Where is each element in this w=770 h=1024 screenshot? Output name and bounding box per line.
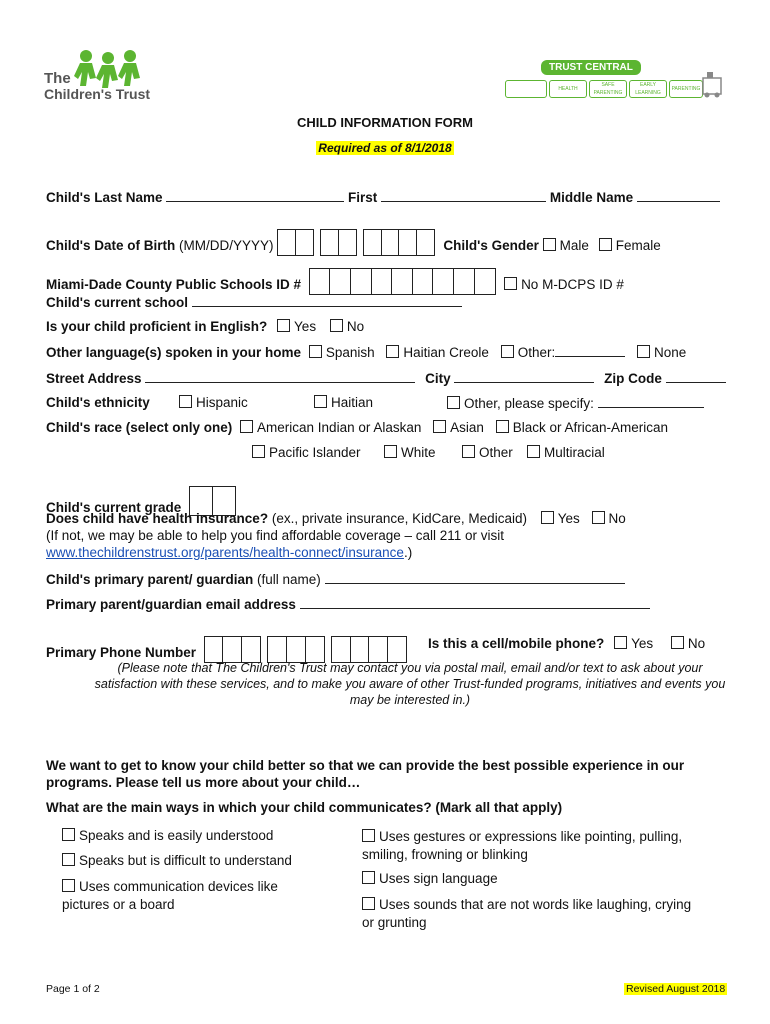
name-row bbox=[46, 189, 720, 205]
insurance-no-label: No bbox=[608, 511, 626, 526]
guardian-hint: (full name) bbox=[257, 572, 321, 587]
eth-hispanic-option bbox=[179, 395, 248, 410]
zip-label: Zip Code bbox=[604, 371, 662, 386]
cell-row bbox=[428, 636, 705, 651]
train-title: TRUST CENTRAL bbox=[541, 60, 641, 75]
section2-intro: We want to get to know your child better so that we can provide the best possible experience in our programs. Please tell us more about your child… bbox=[46, 758, 685, 790]
comm-sign-label: Uses sign language bbox=[379, 871, 498, 886]
race-american-indian-label: American Indian or Alaskan bbox=[257, 420, 422, 435]
eth-hispanic-label: Hispanic bbox=[196, 395, 248, 410]
comm-devices-label: Uses communication devices like pictures or a board bbox=[62, 879, 278, 912]
locomotive-icon bbox=[701, 70, 725, 98]
lang-creole-checkbox[interactable] bbox=[386, 345, 399, 358]
race-asian-label: Asian bbox=[450, 420, 484, 435]
eth-other-label: Other, please specify: bbox=[464, 396, 594, 411]
street-label: Street Address bbox=[46, 371, 142, 386]
email-field[interactable] bbox=[300, 596, 650, 609]
insurance-link-tail: .) bbox=[403, 545, 413, 560]
guardian-field[interactable] bbox=[325, 571, 625, 584]
lang-spanish-checkbox[interactable] bbox=[309, 345, 322, 358]
insurance-examples: (ex., private insurance, KidCare, Medicaid) bbox=[271, 511, 527, 526]
eth-haitian-checkbox[interactable] bbox=[314, 395, 327, 408]
race-white-label: White bbox=[401, 445, 436, 460]
middle-name-label: Middle Name bbox=[549, 190, 634, 205]
cell-yes-label: Yes bbox=[631, 636, 654, 651]
english-yes-label: Yes bbox=[294, 319, 317, 334]
required-date: Required as of 8/1/2018 bbox=[318, 141, 452, 155]
insurance-yes-label: Yes bbox=[557, 511, 580, 526]
trust-central-train-logo bbox=[503, 58, 725, 104]
school-field[interactable] bbox=[192, 294, 462, 307]
gender-female-label: Female bbox=[615, 238, 661, 253]
dob-label: Child's Date of Birth bbox=[46, 238, 176, 253]
email-label: Primary parent/guardian email address bbox=[46, 597, 296, 612]
gender-label: Child's Gender bbox=[443, 238, 539, 253]
race-pacific-option bbox=[252, 445, 361, 460]
cell-label: Is this a cell/mobile phone? bbox=[428, 636, 605, 651]
comm-option-sign bbox=[362, 871, 498, 886]
required-note-wrap bbox=[0, 140, 770, 155]
comm-difficult-checkbox[interactable] bbox=[62, 853, 75, 866]
city-field[interactable] bbox=[454, 370, 594, 383]
race-other-label: Other bbox=[479, 445, 513, 460]
logo-text-the: The bbox=[44, 70, 71, 87]
comm-option-sounds bbox=[362, 896, 702, 932]
gender-female-checkbox[interactable] bbox=[599, 238, 612, 251]
race-white-option bbox=[384, 445, 436, 460]
english-label: Is your child proficient in English? bbox=[46, 319, 268, 334]
race-pacific-label: Pacific Islander bbox=[269, 445, 361, 460]
school-label: Child's current school bbox=[46, 295, 188, 310]
gender-male-checkbox[interactable] bbox=[543, 238, 556, 251]
comm-option-gestures bbox=[362, 828, 712, 864]
form-title: CHILD INFORMATION FORM bbox=[297, 115, 473, 130]
race-other-checkbox[interactable] bbox=[462, 445, 475, 458]
lang-other-label: Other: bbox=[517, 345, 556, 360]
lang-creole-label: Haitian Creole bbox=[403, 345, 489, 360]
childrens-trust-logo bbox=[44, 48, 154, 104]
last-name-label: Child's Last Name bbox=[46, 190, 163, 205]
race-other-option bbox=[462, 445, 513, 460]
language-row bbox=[46, 344, 686, 360]
train-car-3: EARLY LEARNING bbox=[629, 80, 667, 98]
dob-format: (MM/DD/YYYY) bbox=[178, 238, 274, 253]
other-language-label: Other language(s) spoken in your home bbox=[46, 345, 302, 360]
comm-devices-checkbox[interactable] bbox=[62, 879, 75, 892]
eth-hispanic-checkbox[interactable] bbox=[179, 395, 192, 408]
english-no-checkbox[interactable] bbox=[330, 319, 343, 332]
phone-label: Primary Phone Number bbox=[46, 645, 197, 660]
address-row bbox=[46, 370, 726, 386]
ethnicity-label: Child's ethnicity bbox=[46, 395, 150, 410]
mdcps-label: Miami-Dade County Public Schools ID # bbox=[46, 277, 302, 292]
race-white-checkbox[interactable] bbox=[384, 445, 397, 458]
lang-other-field[interactable] bbox=[555, 344, 625, 357]
insurance-help: (If not, we may be able to help you find affordable coverage – call 211 or visit bbox=[46, 528, 505, 543]
comm-sign-checkbox[interactable] bbox=[362, 871, 375, 884]
comm-gestures-checkbox[interactable] bbox=[362, 829, 375, 842]
school-row bbox=[46, 294, 462, 310]
contact-note: (Please note that The Children's Trust may contact you via postal mail, email and/or text to ask about your satisfaction with these services, and to make you aware of other Trust-funded programs, initiatives and events you may be interested in.) bbox=[94, 661, 726, 707]
zip-field[interactable] bbox=[666, 370, 726, 383]
city-label: City bbox=[425, 371, 451, 386]
train-car-4: PARENTING bbox=[669, 80, 703, 98]
logo-text-name: Children's Trust bbox=[44, 86, 151, 102]
race-american-indian-checkbox[interactable] bbox=[240, 420, 253, 433]
race-black-label: Black or African-American bbox=[512, 420, 668, 435]
race-multiracial-option bbox=[527, 445, 605, 460]
lang-none-label: None bbox=[653, 345, 687, 360]
eth-other-option bbox=[447, 395, 704, 411]
english-no-label: No bbox=[346, 319, 365, 334]
lang-other-checkbox[interactable] bbox=[501, 345, 514, 358]
cell-no-checkbox[interactable] bbox=[671, 636, 684, 649]
insurance-link[interactable]: www.thechildrenstrust.org/parents/health-connect/insurance bbox=[46, 545, 404, 560]
communication-question: What are the main ways in which your child communicates? (Mark all that apply) bbox=[46, 800, 563, 815]
email-row bbox=[46, 596, 650, 612]
revised-date: Revised August 2018 bbox=[626, 983, 726, 995]
train-car-2: SAFE PARENTING bbox=[589, 80, 627, 98]
train-car-engine bbox=[505, 80, 547, 98]
street-field[interactable] bbox=[145, 370, 415, 383]
insurance-no-checkbox[interactable] bbox=[592, 511, 605, 524]
dob-year-boxes[interactable] bbox=[363, 229, 433, 259]
comm-option-devices bbox=[62, 878, 312, 914]
english-yes-checkbox[interactable] bbox=[277, 319, 290, 332]
comm-easily-checkbox[interactable] bbox=[62, 828, 75, 841]
race-multiracial-label: Multiracial bbox=[544, 445, 605, 460]
middle-name-field[interactable] bbox=[637, 189, 720, 202]
comm-sounds-label: Uses sounds that are not words like laughing, crying or grunting bbox=[362, 897, 692, 930]
page-number: Page 1 of 2 bbox=[46, 983, 100, 995]
dob-row bbox=[46, 229, 661, 259]
grade-label: Child's current grade bbox=[46, 500, 182, 515]
comm-sounds-checkbox[interactable] bbox=[362, 897, 375, 910]
insurance-label: Does child have health insurance? bbox=[46, 511, 269, 526]
train-car-1: HEALTH bbox=[549, 80, 587, 98]
no-mdcps-label: No M-DCPS ID # bbox=[521, 277, 624, 292]
first-name-label: First bbox=[348, 190, 378, 205]
gender-male-label: Male bbox=[559, 238, 589, 253]
cell-yes-checkbox[interactable] bbox=[614, 636, 627, 649]
comm-option-difficult bbox=[62, 853, 292, 868]
race-row-1 bbox=[46, 420, 668, 435]
race-multiracial-checkbox[interactable] bbox=[527, 445, 540, 458]
guardian-label: Child's primary parent/ guardian bbox=[46, 572, 254, 587]
eth-haitian-label: Haitian bbox=[331, 395, 374, 410]
dob-day-boxes[interactable] bbox=[320, 229, 355, 259]
insurance-row bbox=[46, 511, 626, 526]
race-asian-checkbox[interactable] bbox=[433, 420, 446, 433]
race-pacific-checkbox[interactable] bbox=[252, 445, 265, 458]
eth-haitian-option bbox=[314, 395, 373, 410]
first-name-field[interactable] bbox=[381, 189, 546, 202]
race-black-checkbox[interactable] bbox=[496, 420, 509, 433]
comm-option-easily-understood bbox=[62, 828, 273, 843]
comm-gestures-label: Uses gestures or expressions like pointing, pulling, smiling, frowning or blinking bbox=[362, 829, 683, 862]
cell-no-label: No bbox=[687, 636, 706, 651]
eth-other-field[interactable] bbox=[598, 395, 704, 408]
lang-none-checkbox[interactable] bbox=[637, 345, 650, 358]
english-row bbox=[46, 319, 364, 334]
comm-easily-label: Speaks and is easily understood bbox=[79, 828, 274, 843]
lang-spanish-label: Spanish bbox=[325, 345, 375, 360]
guardian-row bbox=[46, 571, 625, 587]
insurance-link-line bbox=[46, 545, 412, 560]
insurance-yes-checkbox[interactable] bbox=[541, 511, 554, 524]
eth-other-checkbox[interactable] bbox=[447, 396, 460, 409]
race-label: Child's race (select only one) bbox=[46, 420, 233, 435]
dob-month-boxes[interactable] bbox=[277, 229, 312, 259]
comm-difficult-label: Speaks but is difficult to understand bbox=[79, 853, 292, 868]
last-name-field[interactable] bbox=[166, 189, 344, 202]
no-mdcps-checkbox[interactable] bbox=[504, 277, 517, 290]
